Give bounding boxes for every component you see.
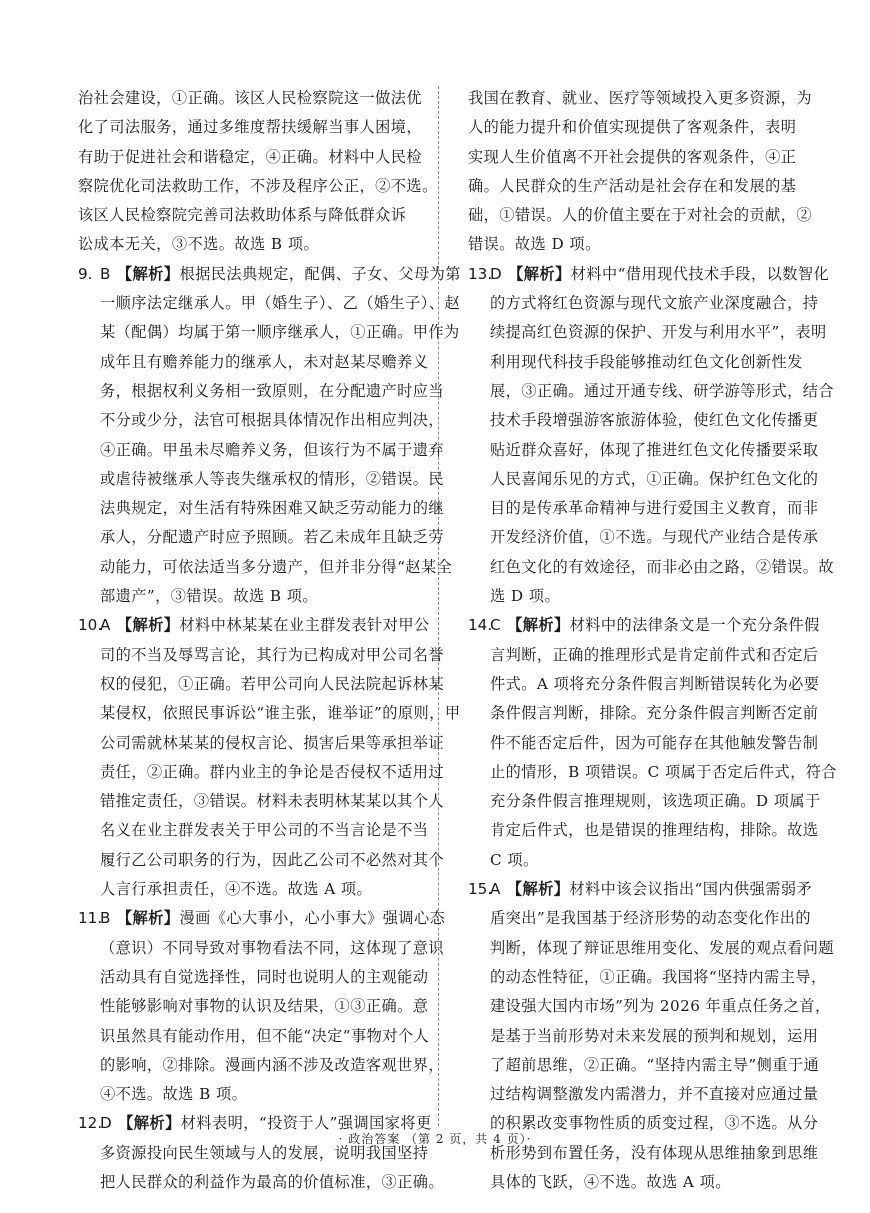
question-number: 11. (78, 909, 103, 928)
analysis-text: 漫画《心大事小，心小事大》强调心态 (179, 909, 446, 928)
text-line: 动能力，可依法适当多分遗产，但并非分得“赵某全 (100, 557, 453, 576)
column-divider (438, 86, 439, 1126)
analysis-tag: 【解析】 (118, 1114, 181, 1133)
question-11 (78, 904, 446, 1109)
question-number: 14. (468, 616, 493, 635)
analysis-text: 材料中的法律条文是一个充分条件假 (569, 616, 820, 635)
text-line: 充分条件假言推理规则，该选项正确。D 项属于 (490, 792, 821, 811)
text-line: 多资源投向民生领域与人的发展，说明我国坚持 (100, 1143, 429, 1162)
text-line: ④正确。甲虽未尽赡养义务，但该行为不属于遗弃 (100, 440, 445, 459)
text-line: 建设强大国内市场”列为 2026 年重点任务之首， (490, 997, 831, 1016)
answer-letter: C (490, 616, 502, 635)
text-line: 活动具有自觉选择性，同时也说明人的主观能动 (100, 967, 429, 986)
question-14 (468, 611, 837, 875)
text-line: 目的是传承革命精神与进行爱国主义教育，而非 (490, 499, 819, 518)
question-number: 9. (78, 264, 93, 283)
text-line: 性能够影响对事物的认识及结果，①③正确。意 (100, 997, 429, 1016)
text-line: 不分或少分，法官可根据具体情况作出相应判决， (100, 411, 445, 430)
text-line: 讼成本无关，③不选。故选 B 项。 (78, 235, 320, 254)
text-line: 该区人民检察院完善司法救助体系与降低群众诉 (78, 206, 407, 225)
text-line: 一顺序法定继承人。甲（婚生子）、乙（婚生子）、赵 (100, 294, 461, 313)
text-line: 确。人民群众的生产活动是社会存在和发展的基 (468, 176, 797, 195)
text-line: 名义在业主群发表关于甲公司的不当言论是不当 (100, 821, 429, 840)
text-line: 承人，分配遗产时应予照顾。若乙未成年且缺乏劳 (100, 528, 445, 547)
text-line: 盾突出”是我国基于经济形势的动态变化作出的 (490, 909, 811, 928)
answer-letter: B (100, 264, 111, 283)
text-line: 续提高红色资源的保护、开发与利用水平”，表明 (490, 323, 827, 342)
text-line: 治社会建设，①正确。该区人民检察院这一做法优 (78, 89, 423, 107)
analysis-text: 材料表明，“投资于人”强调国家将更 (180, 1114, 432, 1133)
question-10 (78, 611, 461, 904)
text-line (100, 260, 461, 289)
text-line: 红色文化的有效途径，而非必由之路，②错误。故 (490, 557, 835, 576)
text-line: 部遗产”，③错误。故选 B 项。 (100, 587, 319, 606)
text-line: 某（配偶）均属于第一顺序继承人，①正确。甲作为 (100, 323, 460, 342)
text-line: 肯定后件式，也是错误的推理结构，排除。故选 (490, 821, 819, 840)
text-line (100, 904, 446, 933)
text-line: 判断，体现了辩证思维用变化、发展的观点看问题 (490, 938, 835, 957)
analysis-text: 材料中“借用现代技术手段，以数智化 (570, 264, 830, 283)
question-9 (78, 260, 461, 612)
text-line: 人民喜闻乐见的方式，①正确。保护红色文化的 (490, 469, 819, 488)
analysis-tag: 【解析】 (507, 616, 570, 635)
text-line: ④不选。故选 B 项。 (100, 1085, 248, 1104)
text-line: 责任，②正确。群内业主的争论是否侵权不适用过 (100, 762, 445, 781)
page-footer: · 政治答案 （第 2 页，共 4 页）· (338, 1132, 532, 1146)
text-line: 选 D 项。 (490, 587, 561, 606)
text-line: 公司需就林某某的侵权言论、损害后果等承担举证 (100, 733, 445, 752)
analysis-text: 材料中该会议指出“国内供强需弱矛 (569, 880, 813, 899)
text-line: 权的侵犯，①正确。若甲公司向人民法院起诉林某 (100, 674, 445, 693)
text-line: 履行乙公司职务的行为，因此乙公司不必然对其个 (100, 850, 445, 869)
text-line: 开发经济价值，①不选。与现代产业结合是传承 (490, 528, 819, 547)
answer-letter: D (100, 1114, 113, 1133)
text-line: 成年且有赡养能力的继承人，未对赵某尽赡养义 (100, 352, 429, 371)
text-line: 或虐待被继承人等丧失继承权的情形，②错误。民 (100, 469, 445, 488)
text-line: （意识）不同导致对事物看法不同，这体现了意识 (100, 938, 445, 957)
left-continuation (78, 84, 438, 260)
text-line: 具体的飞跃，④不选。故选 A 项。 (490, 1172, 731, 1191)
text-line (490, 260, 830, 289)
question-number: 10. (78, 616, 103, 635)
text-line: 言判断，正确的推理形式是肯定前件式和否定后 (490, 645, 819, 664)
answer-letter: A (100, 616, 111, 635)
analysis-text: 根据民法典规定，配偶、子女、父母为第 (179, 264, 461, 283)
text-line: 技术手段增强游客旅游体验，使红色文化传播更 (490, 411, 819, 430)
text-line: 了超前思维，②正确。“坚持内需主导”侧重于通 (490, 1055, 820, 1074)
text-line: 司的不当及辱骂言论，其行为已构成对甲公司名誉 (100, 645, 445, 664)
answer-letter: B (100, 909, 111, 928)
text-line: 条件假言判断，排除。充分条件假言判断否定前 (490, 704, 819, 723)
text-line: 利用现代科技手段能够推动红色文化创新性发 (490, 352, 803, 371)
question-number: 15. (468, 880, 493, 899)
text-line: 贴近群众喜好，体现了推进红色文化传播要采取 (490, 440, 819, 459)
text-line: 实现人生价值离不开社会提供的客观条件，④正 (468, 147, 797, 166)
text-line: 化了司法服务，通过多维度帮扶缓解当事人困境， (78, 118, 423, 137)
text-line: 析形势到布置任务，没有体现从思维抽象到思维 (490, 1143, 819, 1162)
text-line (100, 611, 430, 640)
text-line: 件式。A 项将充分条件假言判断错误转化为必要 (490, 674, 820, 693)
text-line: 止的情形，B 项错误。C 项属于否定后件式，符合 (490, 762, 837, 781)
text-line: 是基于当前形势对未来发展的预判和规划，运用 (490, 1026, 819, 1045)
right-column (468, 84, 837, 1197)
analysis-tag: 【解析】 (116, 264, 180, 283)
text-line: 础，①错误。人的价值主要在于对社会的贡献，② (468, 206, 813, 225)
text-line: 某侵权，依照民事诉讼“谁主张，谁举证”的原则，甲 (100, 704, 461, 723)
text-line: 过结构调整激发内需潜力，并不直接对应通过量 (490, 1085, 819, 1104)
text-line: 错误。故选 D 项。 (468, 235, 601, 254)
question-13 (468, 260, 835, 612)
text-line: C 项。 (490, 850, 539, 869)
text-line: 件不能否定后件，因为可能存在其他触发警告制 (490, 733, 819, 752)
answer-letter: D (490, 264, 503, 283)
right-continuation (468, 84, 813, 260)
analysis-tag: 【解析】 (508, 264, 571, 283)
text-line: 我国在教育、就业、医疗等领域投入更多资源，为 (468, 89, 813, 107)
text-line: 的动态性特征，①正确。我国将“坚持内需主导， (490, 967, 827, 986)
text-line: 人言行承担责任，④不选。故选 A 项。 (100, 880, 373, 899)
text-line (490, 611, 820, 640)
text-line: 察院优化司法救助工作，不涉及程序公正，②不选。 (78, 176, 438, 195)
text-line: 的积累改变事物性质的质变过程，③不选。从分 (490, 1114, 819, 1133)
answer-letter: A (490, 880, 501, 899)
question-number: 12. (78, 1114, 103, 1133)
text-line (490, 875, 813, 904)
text-line: 的影响，②排除。漫画内涵不涉及改造客观世界， (100, 1055, 445, 1074)
analysis-tag: 【解析】 (506, 880, 570, 899)
text-line: 法典规定，对生活有特殊困难又缺乏劳动能力的继 (100, 499, 445, 518)
text-line: 展，③正确。通过开通专线、研学游等形式，结合 (490, 381, 835, 400)
text-line: 识虽然具有能动作用，但不能“决定”事物对个人 (100, 1026, 430, 1045)
text-line: 错推定责任，③错误。材料未表明林某某以其个人 (100, 792, 445, 811)
question-number: 13. (468, 264, 493, 283)
text-line: 有助于促进社会和谐稳定，④正确。材料中人民检 (78, 147, 423, 166)
text-line: 务，根据权利义务相一致原则，在分配遗产时应当 (100, 381, 445, 400)
question-15 (468, 875, 835, 1197)
text-line: 人的能力提升和价值实现提供了客观条件，表明 (468, 118, 797, 137)
analysis-text: 材料中林某某在业主群发表针对甲公 (179, 616, 430, 635)
text-line: 的方式将红色资源与现代文旅产业深度融合，持 (490, 294, 819, 313)
text-line: 把人民群众的利益作为最高的价值标准，③正确。 (100, 1172, 445, 1191)
analysis-tag: 【解析】 (116, 616, 180, 635)
analysis-tag: 【解析】 (116, 909, 180, 928)
